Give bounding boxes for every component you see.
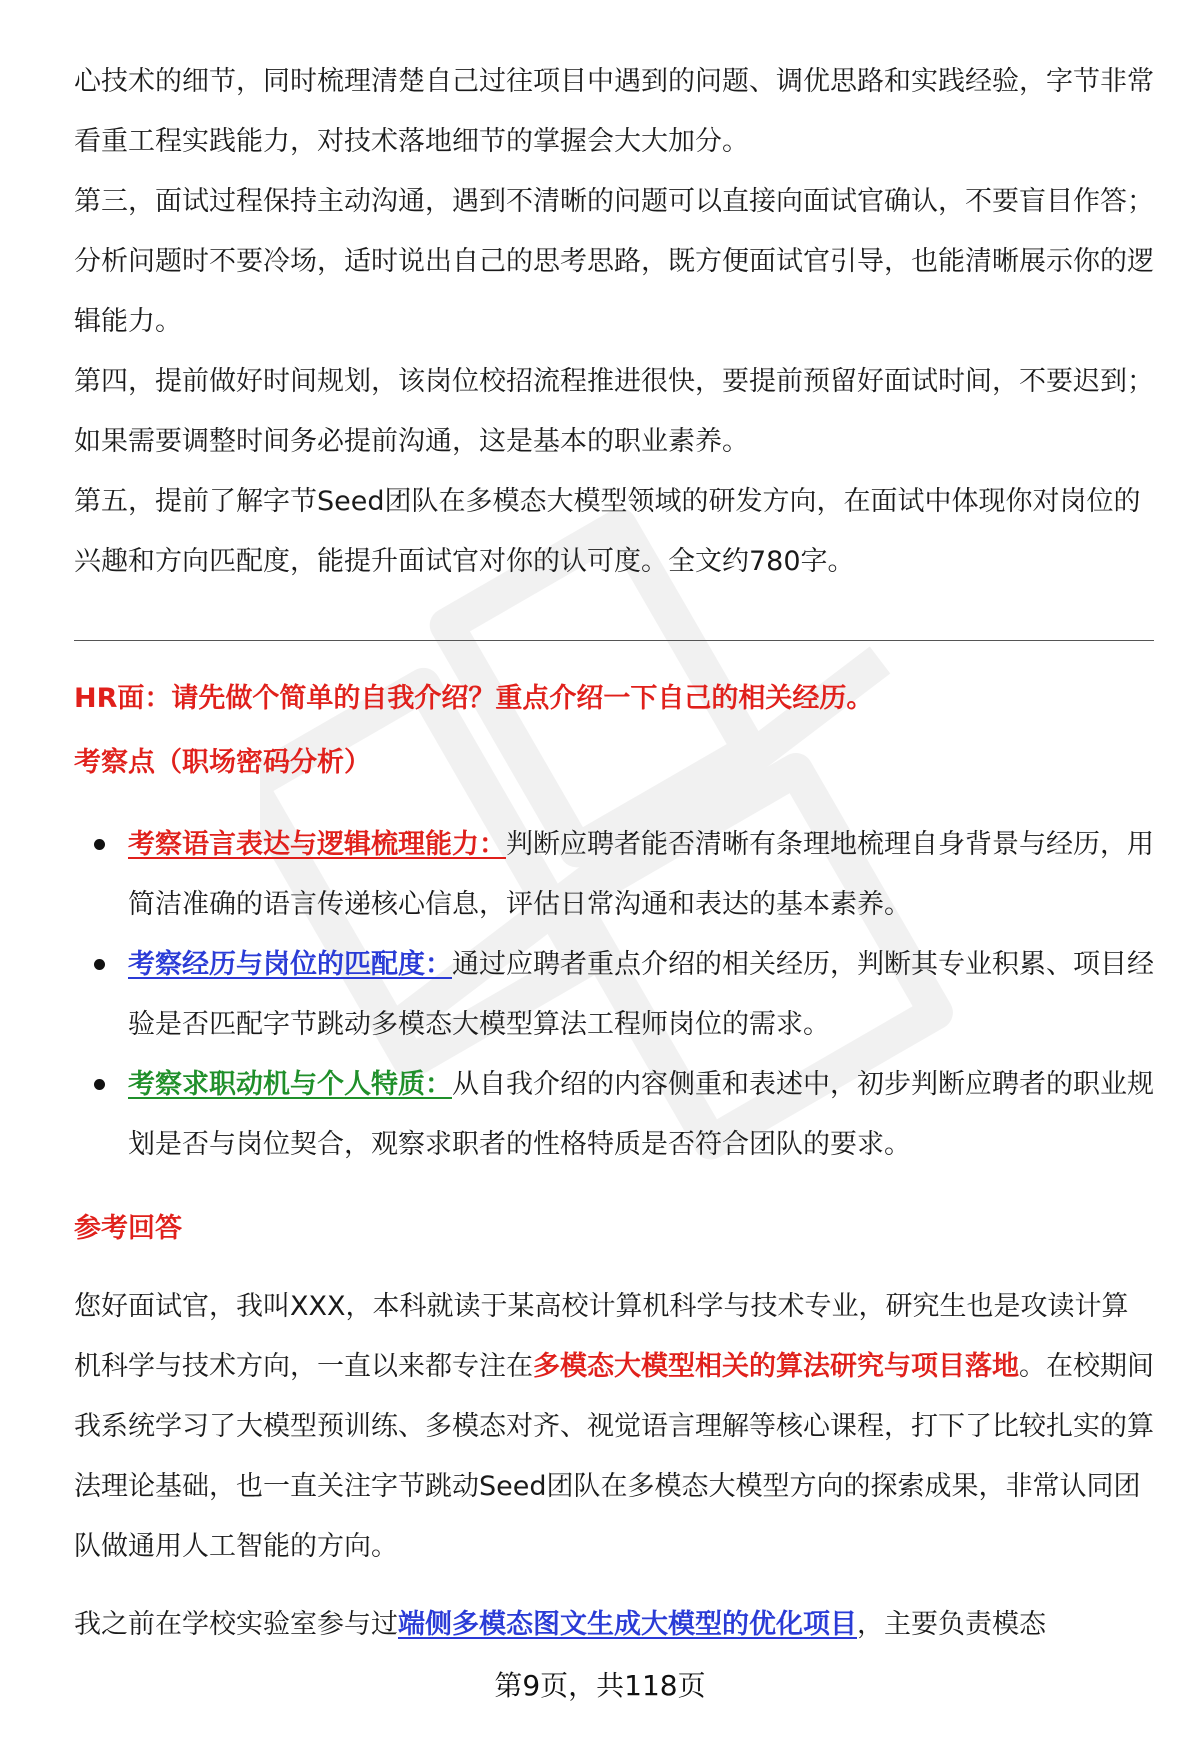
bullet-dot-icon	[94, 839, 105, 850]
answer-paragraph-2	[74, 1595, 1154, 1655]
answer-emphasis: 端侧多模态图文生成大模型的优化项目	[398, 1609, 857, 1640]
answer-text: 您好面试官，我叫XXX，本科就读于某高校计算机科学与技术专业，研究生也是攻读计算机科学与技术方向，一直以来都专注在	[74, 1291, 1129, 1382]
points-heading: 考察点（职场密码分析）	[74, 747, 371, 778]
answer-text: 我之前在学校实验室参与过	[74, 1609, 398, 1640]
list-item	[74, 1055, 1154, 1175]
reference-answer-heading: 参考回答	[74, 1213, 182, 1244]
answer-text: 。在校期间我系统学习了大模型预训练、多模态对齐、视觉语言理解等核心课程，打下了比较扎实的算法理论基础，也一直关注字节跳动Seed团队在多模态大模型方向的探索成果，非常认同团队做通用人工智能的方向。	[74, 1351, 1154, 1562]
bullet-dot-icon	[94, 959, 105, 970]
page-number: 第9页，共118页	[494, 1669, 706, 1702]
points-list	[74, 815, 1154, 1175]
intro-paragraph: 心技术的细节，同时梳理清楚自己过往项目中遇到的问题、调优思路和实践经验，字节非常看重工程实践能力，对技术落地细节的掌握会大大加分。	[74, 66, 1154, 157]
answer-emphasis: 多模态大模型相关的算法研究与项目落地	[533, 1351, 1019, 1382]
answer-text: ，主要负责模态	[857, 1609, 1046, 1640]
point-text: 判断应聘者能否清晰有条理地梳理自身背景与经历，用简洁准确的语言传递核心信息，评估日常沟通和表达的基本素养。	[128, 829, 1154, 920]
document-page	[74, 52, 1154, 1655]
tip-3-paragraph: 第三，面试过程保持主动沟通，遇到不清晰的问题可以直接向面试官确认，不要盲目作答；分析问题时不要冷场，适时说出自己的思考思路，既方便面试官引导，也能清晰展示你的逻辑能力。	[74, 186, 1154, 337]
answer-paragraph-1	[74, 1277, 1154, 1577]
point-text: 通过应聘者重点介绍的相关经历，判断其专业积累、项目经验是否匹配字节跳动多模态大模型算法工程师岗位的需求。	[128, 949, 1154, 1040]
bullet-dot-icon	[94, 1079, 105, 1090]
list-item	[74, 815, 1154, 935]
point-text: 从自我介绍的内容侧重和表述中，初步判断应聘者的职业规划是否与岗位契合，观察求职者的性格特质是否符合团队的要求。	[128, 1069, 1154, 1160]
point-label: 考察求职动机与个人特质：	[128, 1069, 452, 1100]
point-label: 考察语言表达与逻辑梳理能力：	[128, 829, 506, 860]
section-divider	[74, 640, 1154, 641]
point-label: 考察经历与岗位的匹配度：	[128, 949, 452, 980]
question-title: HR面：请先做个简单的自我介绍？重点介绍一下自己的相关经历。	[74, 683, 874, 714]
list-item	[74, 935, 1154, 1055]
tip-5-paragraph: 第五，提前了解字节Seed团队在多模态大模型领域的研发方向，在面试中体现你对岗位的兴趣和方向匹配度，能提升面试官对你的认可度。全文约780字。	[74, 486, 1141, 577]
tip-4-paragraph: 第四，提前做好时间规划，该岗位校招流程推进很快，要提前预留好面试时间，不要迟到；如果需要调整时间务必提前沟通，这是基本的职业素养。	[74, 366, 1154, 457]
